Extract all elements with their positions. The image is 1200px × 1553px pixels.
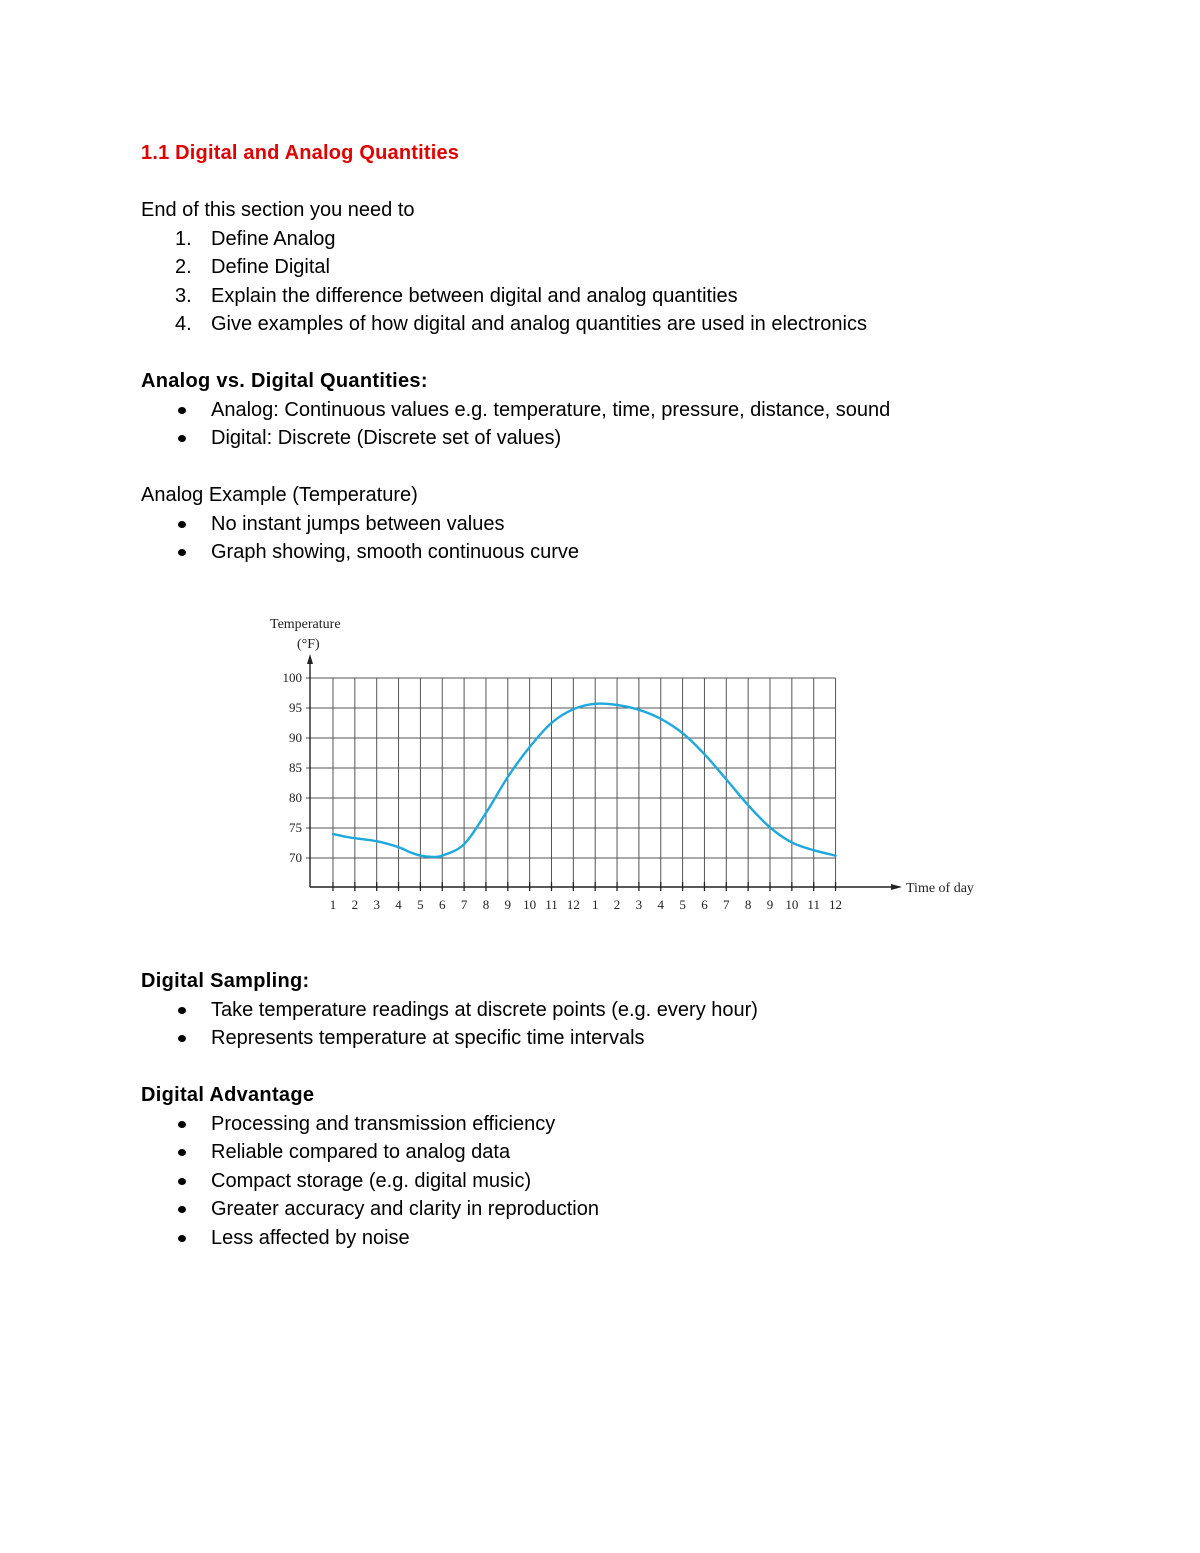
list-item <box>141 1224 1101 1253</box>
objective-number: 3. <box>175 284 192 307</box>
list-item-text: Less affected by noise <box>211 1226 410 1249</box>
x-tick-label: 2 <box>613 897 621 912</box>
x-tick-label: 8 <box>744 897 752 912</box>
x-tick-label: 7 <box>460 897 468 912</box>
objective-number: 1. <box>175 227 192 250</box>
y-tick-label: 85 <box>289 760 302 775</box>
x-tick-label: 2 <box>351 897 359 912</box>
x-tick-label: 8 <box>482 897 490 912</box>
list-item-text: Represents temperature at specific time intervals <box>211 1027 645 1049</box>
x-axis-arrow-icon <box>891 884 902 890</box>
x-axis-title: Time of day <box>906 881 974 896</box>
objective-item <box>141 253 1101 282</box>
document-page <box>141 138 1101 567</box>
list-item <box>141 424 1101 453</box>
analog-example-list <box>141 510 1101 567</box>
x-tick-label: 3 <box>373 897 380 912</box>
y-tick-label: 90 <box>289 730 302 745</box>
x-tick-label: 11 <box>545 897 558 912</box>
analog-vs-digital-list <box>141 396 1101 453</box>
objective-number: 4. <box>175 313 192 335</box>
x-tick-label: 5 <box>417 897 424 912</box>
list-item-text: Greater accuracy and clarity in reproduction <box>211 1198 599 1220</box>
objectives-list <box>141 225 1101 339</box>
x-tick-label: 3 <box>635 897 643 912</box>
x-tick-label: 1 <box>591 897 599 912</box>
x-tick-label: 9 <box>504 897 512 912</box>
x-tick-label: 6 <box>701 897 708 912</box>
x-tick-label: 7 <box>723 897 730 912</box>
x-tick-label: 9 <box>766 897 774 912</box>
list-item-text: Graph showing, smooth continuous curve <box>211 541 579 563</box>
digital-advantage-heading: Digital Advantage <box>141 1084 315 1106</box>
bullet-icon <box>178 1149 186 1156</box>
bullet-icon <box>178 1206 186 1213</box>
analog-vs-digital-heading: Analog vs. Digital Quantities: <box>141 370 428 392</box>
y-tick-label: 100 <box>282 670 302 685</box>
analog-example-heading: Analog Example (Temperature) <box>141 484 418 506</box>
objective-text: Give examples of how digital and analog quantities are used in electronics <box>211 313 867 335</box>
bullet-icon <box>178 435 186 442</box>
list-item <box>141 510 1101 539</box>
y-axis-unit: (°F) <box>297 637 320 652</box>
list-item-text: Digital: Discrete (Discrete set of values) <box>211 427 562 449</box>
x-tick-label: 10 <box>785 897 799 912</box>
list-item <box>141 1138 1101 1167</box>
y-tick-label: 80 <box>289 790 302 805</box>
x-tick-label: 5 <box>679 897 686 912</box>
y-axis-arrow-icon <box>307 654 313 664</box>
temperature-chart-svg <box>265 608 995 918</box>
x-tick-label: 1 <box>329 897 337 912</box>
bullet-icon <box>178 1178 186 1185</box>
section-title: 1.1 Digital and Analog Quantities <box>141 142 460 164</box>
list-item <box>141 1167 1101 1196</box>
document-page-lower <box>141 967 1101 1252</box>
digital-advantage-list <box>141 1110 1101 1253</box>
bullet-icon <box>178 521 186 528</box>
list-item <box>141 996 1101 1025</box>
y-tick-label: 75 <box>289 820 302 835</box>
bullet-icon <box>178 549 186 556</box>
objective-text: Define Digital <box>211 256 330 278</box>
objective-item <box>141 225 1101 254</box>
objective-number: 2. <box>175 256 192 278</box>
list-item-text: Analog: Continuous values e.g. temperature, time, pressure, distance, sound <box>211 398 891 421</box>
x-tick-label: 4 <box>657 897 664 912</box>
list-item-text: Reliable compared to analog data <box>211 1141 511 1163</box>
list-item-text: Take temperature readings at discrete points (e.g. every hour) <box>211 998 758 1021</box>
y-axis-title: Temperature <box>270 617 341 632</box>
list-item-text: No instant jumps between values <box>211 512 505 535</box>
objective-item <box>141 310 1101 339</box>
y-tick-label: 70 <box>289 850 302 865</box>
x-tick-label: 12 <box>566 897 580 912</box>
list-item <box>141 1110 1101 1139</box>
x-tick-label: 4 <box>395 897 402 912</box>
objectives-intro: End of this section you need to <box>141 199 415 221</box>
digital-sampling-heading: Digital Sampling: <box>141 970 310 992</box>
bullet-icon <box>178 1121 186 1128</box>
x-tick-label: 11 <box>807 897 820 912</box>
y-tick-label: 95 <box>289 700 302 715</box>
list-item <box>141 538 1101 567</box>
x-tick-label: 6 <box>439 897 446 912</box>
x-tick-label: 12 <box>829 897 843 912</box>
list-item-text: Processing and transmission efficiency <box>211 1112 556 1135</box>
temperature-chart <box>265 608 995 918</box>
list-item <box>141 1195 1101 1224</box>
objective-item <box>141 282 1101 311</box>
temperature-series-line <box>333 704 836 857</box>
bullet-icon <box>178 1235 186 1242</box>
x-tick-label: 10 <box>523 897 537 912</box>
list-item-text: Compact storage (e.g. digital music) <box>211 1169 532 1192</box>
list-item <box>141 1024 1101 1053</box>
bullet-icon <box>178 407 186 414</box>
bullet-icon <box>178 1007 186 1014</box>
digital-sampling-list <box>141 996 1101 1053</box>
list-item <box>141 396 1101 425</box>
bullet-icon <box>178 1035 186 1042</box>
objective-text: Explain the difference between digital and analog quantities <box>211 284 738 307</box>
objective-text: Define Analog <box>211 227 336 250</box>
